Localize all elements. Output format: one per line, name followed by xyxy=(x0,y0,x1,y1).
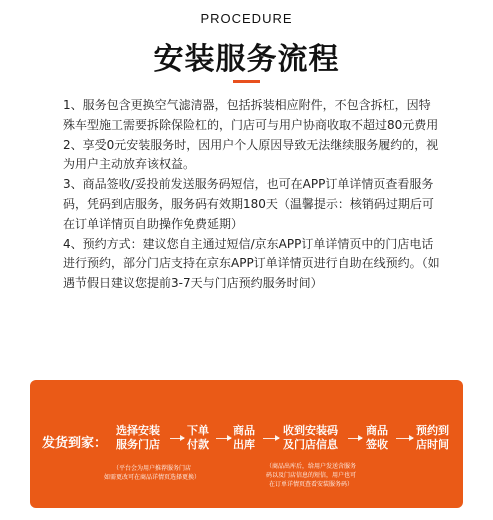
flow-arrow-icon xyxy=(348,438,362,439)
flow-arrow-icon xyxy=(396,438,413,439)
rule-item-1: 1、服务包含更换空气滤清器，包括拆装相应附件，不包含拆杠，因特殊车型施工需要拆除保险杠的，门店可与用户协商收取不超过80元费用 xyxy=(63,98,439,132)
flow-step-line: 出库 xyxy=(233,438,255,451)
flow-arrow-icon xyxy=(170,438,184,439)
flow-step-line: 收到安装码 xyxy=(283,424,338,437)
flow-step-line: 付款 xyxy=(187,438,209,451)
header-english-title: PROCEDURE xyxy=(200,11,293,26)
flow-step-line: 下单 xyxy=(187,424,209,437)
flow-note-line: 如需更改可在商品详情页选择更换） xyxy=(104,474,201,481)
flow-step-line: 店时间 xyxy=(416,438,449,451)
flow-note-line: 码以及门店信息的短信，用户也可 xyxy=(266,472,357,479)
flow-note-line: 在订单详情页查看安装服务码） xyxy=(269,481,354,488)
flow-step-line: 商品 xyxy=(233,424,255,437)
rule-item-4: 4、预约方式：建议您自主通过短信/京东APP订单详情页中的门店电话进行预约，部分门店支持在京东APP订单详情页进行自助在线预约。（如遇节假日建议您提前3-7天与门店预约服务时间） xyxy=(63,236,440,291)
flow-step-sign-receipt xyxy=(366,424,388,452)
flow-step-line: 服务门店 xyxy=(116,438,160,451)
flow-step-book-time xyxy=(416,424,449,452)
flow-note-line: （商品出库后，给用户发送含服务 xyxy=(266,463,357,470)
flow-arrow-icon xyxy=(216,438,231,439)
rule-item-3: 3、商品签收/妥投前发送服务码短信，也可在APP订单详情页查看服务码，凭码到店服务，服务码有效期180天（温馨提示：核销码过期后可在订单详情页自助操作免费延期） xyxy=(63,177,434,231)
title-accent-bar xyxy=(233,80,260,83)
flow-step-choose-store xyxy=(116,424,160,452)
flow-step-line: 商品 xyxy=(366,424,388,437)
flow-step-line: 及门店信息 xyxy=(283,438,338,451)
service-rules xyxy=(63,96,441,294)
page-title: 安装服务流程 xyxy=(153,42,340,77)
flow-lead-label: 发货到家： xyxy=(42,436,108,451)
flow-step-line: 预约到 xyxy=(416,424,449,437)
flow-step-order-pay xyxy=(187,424,209,452)
flow-step-receive-code xyxy=(283,424,338,452)
flow-step-line: 签收 xyxy=(366,438,388,451)
flow-note-store-selection xyxy=(104,464,200,482)
flow-panel xyxy=(30,380,463,508)
flow-note-line: （平台会为用户推荐服务门店 xyxy=(113,465,192,472)
flow-step-dispatch xyxy=(233,424,255,452)
flow-step-line: 选择安装 xyxy=(116,424,160,437)
flow-arrow-icon xyxy=(263,438,279,439)
flow-note-dispatch-sms xyxy=(266,462,356,489)
rule-item-2: 2、享受0元安装服务时，因用户个人原因导致无法继续服务履约的，视为用户主动放弃该权益。 xyxy=(63,137,439,172)
